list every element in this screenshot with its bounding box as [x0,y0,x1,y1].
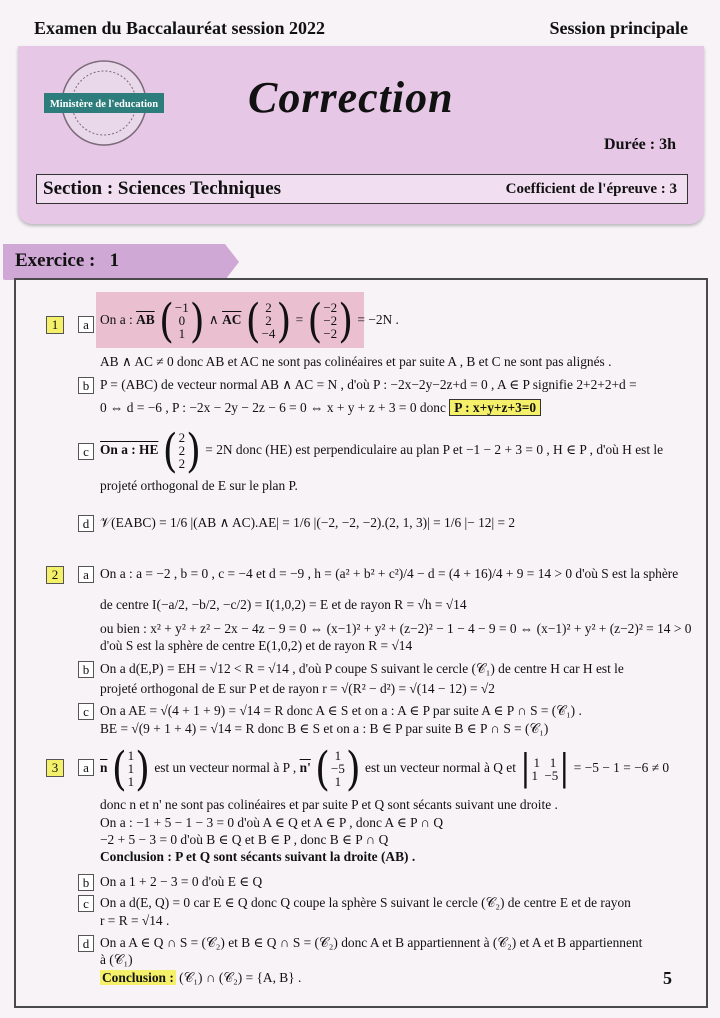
ministry-seal-icon [40,58,168,148]
section-label: Section : Sciences Techniques [43,178,282,199]
q2a-line3: ou bien : x² + y² + z² − 2x − 4z − 9 = 0 ⇔ (x−1)² + y² + (z−2)² − 1 − 4 − 9 = 0 ⇔ (x−1)² + y² + (z−2)² = 14 > 0 [100,621,692,636]
sub-label-3b: b [78,874,94,891]
q1a-line2: AB ∧ AC ≠ 0 donc AB et AC ne sont pas colinéaires et par suite A , B et C ne sont pas alignés . [100,354,612,369]
q1a-line1: On a : $\overline{AB}$ ( −1 0 1 ) ∧ $\overline{AC}$ ( 2 2 −4 ) = ( −2 −2 −2 ) = −2N . [100,294,399,348]
title-banner [18,46,704,224]
q1d-line: 𝒱(EABC) = 1/6 |(AB ∧ AC).AE| = 1/6 |(−2, −2, −2).(2, 1, 3)| = 1/6 |− 12| = 2 [100,515,516,530]
exam-title: Examen du Baccalauréat session 2022 [34,17,326,38]
page-title: Correction [248,73,454,122]
sub-label-3a: a [78,759,94,776]
q1c-line1: On a : HE ( 2 2 2 ) = 2N donc (HE) est perpendiculaire au plan P et −1 − 2 + 3 = 0 , H ∈ P , d'où H est le [100,424,664,478]
vector-n: ( 1 1 1 ) [111,742,150,796]
q3a-line2: donc n et n' ne sont pas colinéaires et par suite P et Q sont sécants suivant une droite . [100,797,558,812]
q3c-line2: r = R = √14 . [100,913,170,928]
question-number-3: 3 [46,759,64,777]
exam-header [18,10,704,46]
question-number-1: 1 [46,316,64,334]
vector-n-prime: ( 1 −5 1 ) [315,742,361,796]
sub-label-3d: d [78,935,94,952]
conclusion-highlight: Conclusion : [102,970,174,985]
q3b-line: On a 1 + 2 − 3 = 0 d'où E ∈ Q [100,874,263,889]
determinant: | 1 1 1 −5 | [520,747,570,790]
q3a-line4: −2 + 5 − 3 = 0 d'où B ∈ Q et B ∈ P , donc B ∈ P ∩ Q [100,832,389,847]
q3d-line2: à (𝒞₁) [100,952,133,967]
q2c-line1: On a AE = √(4 + 1 + 9) = √14 = R donc A ∈ S et on a : A ∈ P par suite A ∈ P ∩ S = (𝒞₁) . [100,703,582,718]
q3d-line1: On a A ∈ Q ∩ S = (𝒞₂) et B ∈ Q ∩ S = (𝒞₂) donc A et B appartiennent à (𝒞₂) et A et B appartiennent [100,935,643,950]
sub-label-3c: c [78,895,94,912]
q2a-line4: d'où S est la sphère de centre E(1,0,2) et de rayon R = √14 [100,638,413,653]
q3a-line1: $\overline{n}$ ( 1 1 1 ) est un vecteur normal à P , n' ( 1 −5 1 ) est un vecteur normal à Q et | 1 1 1 −5 | = −5 − 1 = −6 ≠ 0 [100,742,670,796]
q1b-line2: 0 ⇔ d = −6 , P : −2x − 2y − 2z − 6 = 0 ⇔ x + y + z + 3 = 0 donc P : x+y+z+3=0 [100,400,541,416]
session-label: Session principale [549,17,688,38]
q3c-line1: On a d(E, Q) = 0 car E ∈ Q donc Q coupe la sphère S suivant le cercle (𝒞₂) de centre E et de rayon [100,895,631,910]
exercise-tab [3,244,225,280]
svg-text:Ministère de l'education: Ministère de l'education [49,99,159,110]
sub-label-2a: a [78,566,94,583]
coefficient-label: Coefficient de l'épreuve : 3 [505,180,677,197]
vector-he: ( 2 2 2 ) [162,424,201,478]
duration-label: Durée : 3h [604,136,676,153]
q3a-line3: On a : −1 + 5 − 1 − 3 = 0 d'où A ∈ Q et A ∈ P , donc A ∈ P ∩ Q [100,815,444,830]
exercise-label: Exercice : 1 [15,250,120,271]
q3a-conclusion: Conclusion : P et Q sont sécants suivant la droite (AB) . [100,849,416,864]
vector-ac: ( 2 2 −4 ) [245,294,292,348]
vector-ab: ( −1 0 1 ) [159,294,205,348]
sub-label-1b: b [78,377,94,394]
section-bar [36,174,688,204]
q2c-line2: BE = √(9 + 1 + 4) = √14 = R donc B ∈ S et on a : B ∈ P par suite B ∈ P ∩ S = (𝒞₁) [100,721,549,736]
q2b-line2: projeté orthogonal de E sur P et de rayon r = √(R² − d²) = √(14 − 12) = √2 [100,681,495,696]
sub-label-1d: d [78,515,94,532]
sub-label-1c: c [78,443,94,460]
answer-box: P : x+y+z+3=0 [449,399,541,416]
question-number-2: 2 [46,566,64,584]
vector-result: ( −2 −2 −2 ) [307,294,354,348]
q2a-line1: On a : a = −2 , b = 0 , c = −4 et d = −9 , h = (a² + b² + c²)/4 − d = (4 + 16)/4 + 9 = 14 > 0 d'où S est la sphère [100,566,679,581]
sub-label-1a: a [78,316,94,333]
q3d-conclusion: Conclusion : (𝒞₁) ∩ (𝒞₂) = {A, B} . [102,970,302,985]
q2a-line2: de centre I(−a/2, −b/2, −c/2) = I(1,0,2) = E et de rayon R = √h = √14 [100,597,467,612]
q2b-line1: On a d(E,P) = EH = √12 < R = √14 , d'où P coupe S suivant le cercle (𝒞₁) de centre H car H est le [100,661,624,676]
sub-label-2c: c [78,703,94,720]
q1c-line2: projeté orthogonal de E sur le plan P. [100,478,298,493]
q1b-line1: P = (ABC) de vecteur normal AB ∧ AC = N , d'où P : −2x−2y−2z+d = 0 , A ∈ P signifie 2+2+2+d = [100,377,637,392]
page-number: 5 [663,968,672,988]
sub-label-2b: b [78,661,94,678]
